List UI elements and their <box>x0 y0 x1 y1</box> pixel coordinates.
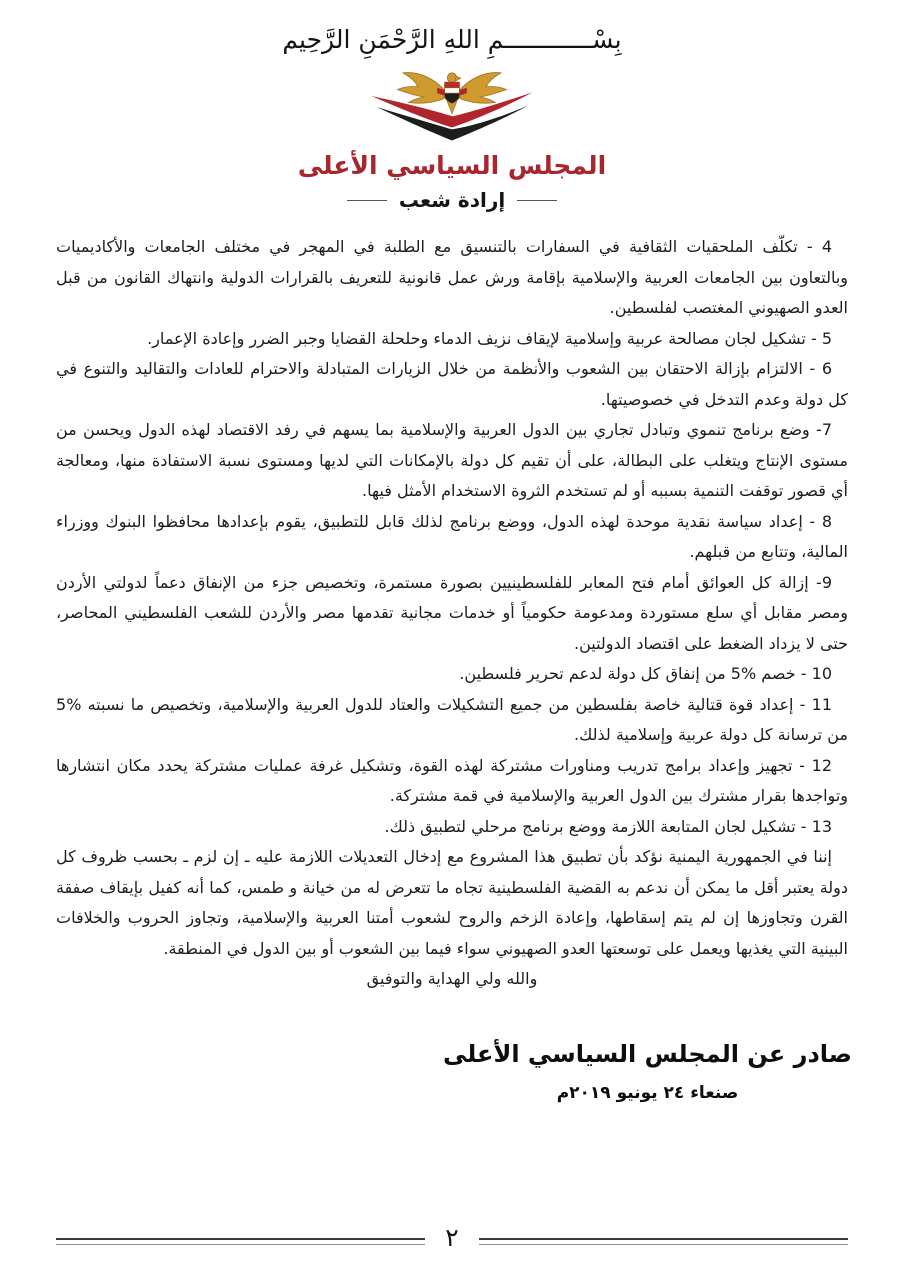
emblem <box>0 68 904 150</box>
signature-block <box>443 1037 852 1103</box>
paragraph-item-9: 9- إزالة كل العوائق أمام فتح المعابر للفلسطينيين بصورة مستمرة، وتخصيص جزء من الإنفاق دعماً لدولتي الأردن ومصر مقابل أي سلع مستوردة ومدعومة حكومياً أو خدمات مجانية تقدمها مصر والأردن للشعب الفلسطيني المحاصر، حتى لا يزداد الضغط على اقتصاد الدولتين. <box>56 572 848 653</box>
footer-rule-left <box>56 1238 425 1245</box>
motto-dash-right <box>517 200 557 201</box>
page-footer <box>56 1223 848 1254</box>
paragraph-item-10: 10 - خصم %5 من إنفاق كل دولة لدعم تحرير فلسطين. <box>459 664 832 683</box>
paragraph-item-11: 11 - إعداد قوة قتالية خاصة بفلسطين من جميع التشكيلات والعتاد للدول العربية والإسلامية، وتخصيص ما نسبته %5 من ترسانة كل دولة عربية وإسلامية لذلك. <box>56 694 848 744</box>
paragraph-item-4: 4 - تكلّف الملحقيات الثقافية في السفارات بالتنسيق مع الطلبة في المهجر في مختلف الجامعات والأكاديميات وبالتعاون بين الجامعات العربية والإسلامية بإقامة ورش عمل قانونية للتعريف بالقرارات الدولية وانتهاك القانون من قبل العدو الصهيوني المغتصب لفلسطين. <box>56 237 848 317</box>
bismillah-calligraphy: بِسْــــــــــــمِ اللهِ الرَّحْمَنِ الرَّحِيم <box>282 25 622 54</box>
document-body <box>0 232 904 995</box>
council-title: المجلس السياسي الأعلى <box>297 151 607 180</box>
paragraph-item-7: 7- وضع برنامج تنموي وتبادل تجاري بين الدول العربية والإسلامية بما يسهم في رفد الاقتصاد لهذه الدول ويحسن من مستوى الإنتاج ويتغلب على البطالة، على أن تقيم كل دولة بالإمكانات التي لديها ومستوى نسبة الاستفادة منها، ومعالجة أي قصور توقفت التنمية بسببه أو لم تستخدم الثروة الاستخدام الأمثل فيها. <box>56 420 848 500</box>
issued-by-line: صادر عن المجلس السياسي الأعلى <box>442 1039 852 1068</box>
paragraph-item-13: 13 - تشكيل لجان المتابعة اللازمة ووضع برنامج مرحلي لتطبيق ذلك. <box>384 816 832 836</box>
paragraph-item-12: 12 - تجهيز وإعداد برامج تدريب ومناورات مشتركة لهذه القوة، وتشكيل غرفة عمليات مشتركة يحدد مكان انتشارها وتواجدها بقرار مشترك بين الدول العربية والإسلامية في قمة مشتركة. <box>56 755 848 805</box>
paragraph-item-8: 8 - إعداد سياسة نقدية موحدة لهذه الدول، ووضع برنامج لذلك قابل للتطبيق، يقوم بإعدادها محافظوا البنوك ووزراء المالية، وتتابع من قبلهم. <box>56 511 848 561</box>
motto-text: إرادة شعب <box>398 188 506 212</box>
paragraph-item-6: 6 - الالتزام بإزالة الاحتقان بين الشعوب والأنظمة من خلال الزيارات المتبادلة والاحترام للعادات والتقاليد والتنوع في كل دولة وعدم التدخل في خصوصيتها. <box>56 359 848 409</box>
motto-dash-left <box>347 200 387 201</box>
yemen-eagle-emblem-icon <box>364 68 540 150</box>
paragraph-item-5: 5 - تشكيل لجان مصالحة عربية وإسلامية لإيقاف نزيف الدماء وحلحلة القضايا وجبر الضرر وإعادة الإعمار. <box>147 328 832 348</box>
motto-row <box>0 188 904 212</box>
signature-date: صنعاء ٢٤ يونيو ٢٠١٩م <box>556 1082 739 1103</box>
closing-paragraph: إننا في الجمهورية اليمنية نؤكد بأن تطبيق هذا المشروع مع إدخال التعديلات اللازمة عليه ـ إن لزم ـ بحسب ظروف كل دولة يعتبر أقل ما يمكن أن ندعم به القضية الفلسطينية تجاه ما تتعرض له من خيانة و طمس، كما أنه كفيل بإيقاف صفقة القرن وتجاوزها إن لم يتم إسقاطها، وإعادة الزخم والروح لشعوب أمتنا العربية والإسلامية، وتجاوز الحروب والخلافات البينية التي يغذيها ويعمل على توسعتها العدو الصهيوني سواء فيما بين الشعوب أو بين الدول في المنطقة. <box>56 847 848 958</box>
closing-dua: والله ولي الهداية والتوفيق <box>366 969 538 988</box>
page-number: ٢ <box>445 1223 459 1252</box>
footer-rule-right <box>479 1238 848 1245</box>
